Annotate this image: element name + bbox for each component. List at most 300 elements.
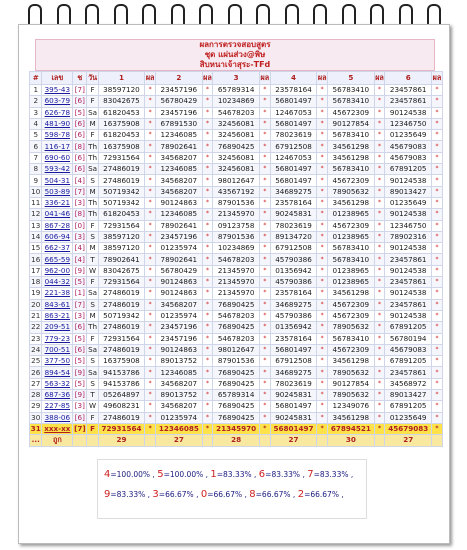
table-cell: 67894521 <box>328 423 374 434</box>
table-cell: 76890425 <box>213 141 259 152</box>
number-link[interactable]: 863-21 <box>42 310 73 321</box>
table-cell: 30 <box>31 412 41 422</box>
table-row <box>30 390 443 401</box>
table-cell: * <box>374 333 385 344</box>
table-cell: 90124538 <box>385 175 431 186</box>
table-cell: 78023619 <box>270 130 316 141</box>
table-cell: 12467053 <box>270 107 316 118</box>
table-cell: 76890425 <box>213 401 259 412</box>
number-link[interactable]: 894-54 <box>42 367 73 378</box>
table-row <box>30 85 443 96</box>
table-cell: 89013752 <box>156 390 202 401</box>
number-link[interactable]: 626-78 <box>42 107 73 118</box>
table-cell: * <box>374 209 385 220</box>
table-cell: * <box>145 265 156 276</box>
table-cell: [8] <box>73 141 87 152</box>
table-cell: S <box>87 378 98 389</box>
table-cell: * <box>145 254 156 265</box>
table-cell: 23578164 <box>270 288 316 299</box>
table-cell: 45679083 <box>385 344 431 355</box>
table-cell: 76890425 <box>213 412 259 423</box>
footer-cell: ... <box>30 435 42 446</box>
table-cell: 78902641 <box>98 254 144 265</box>
table-cell: 2 <box>30 96 42 107</box>
footer-cell <box>202 435 213 446</box>
table-cell: 78023619 <box>270 378 316 389</box>
table-cell: M <box>87 186 98 197</box>
table-cell: Sa <box>88 164 98 174</box>
table-cell: 12346085 <box>156 367 202 378</box>
stat-digit: 4 <box>104 469 111 480</box>
table-cell: 21 <box>31 311 41 321</box>
footer-cell <box>87 435 98 446</box>
table-cell: 54678203 <box>213 310 259 321</box>
table-cell: * <box>202 96 213 107</box>
table-cell: 27486019 <box>98 288 144 299</box>
table-cell: * <box>145 322 156 333</box>
table-cell: * <box>374 288 385 299</box>
number-link[interactable]: 395-43 <box>42 85 73 96</box>
table-cell: [6] <box>73 96 87 107</box>
number-link[interactable]: 606-94 <box>42 231 73 242</box>
number-link[interactable]: 962-00 <box>42 265 73 276</box>
table-cell: 72931564 <box>98 220 144 231</box>
table-row <box>30 378 443 389</box>
separator: , <box>338 490 344 499</box>
table-cell: * <box>259 85 270 96</box>
table-cell: F <box>87 423 98 434</box>
number-link[interactable]: 779-23 <box>42 333 73 344</box>
stat-percent: =83.33% <box>265 470 301 479</box>
table-cell: [9] <box>73 265 87 276</box>
stat-percent: =100.00% <box>163 470 204 479</box>
table-cell: * <box>202 265 213 276</box>
stat-digit: 2 <box>297 489 305 500</box>
table-cell: 90124863 <box>156 277 202 288</box>
table-row <box>30 367 443 378</box>
table-cell: * <box>431 367 442 378</box>
table-cell: * <box>259 209 270 220</box>
table-cell: * <box>259 310 270 321</box>
table-cell: * <box>374 186 385 197</box>
table-cell: * <box>259 231 270 242</box>
header-cell: ผล <box>202 72 213 85</box>
table-cell: * <box>374 265 385 276</box>
table-cell: 01235649 <box>385 130 431 141</box>
table-row <box>30 401 443 412</box>
table-cell: * <box>374 310 385 321</box>
table-cell: * <box>202 378 213 389</box>
table-cell: * <box>202 333 213 344</box>
table-cell: * <box>202 288 213 299</box>
stat-digit: 8 <box>249 489 256 500</box>
table-cell: * <box>374 356 385 367</box>
table-cell: * <box>431 299 442 310</box>
table-cell: [7] <box>73 85 87 96</box>
table-cell: 78902641 <box>156 220 202 231</box>
table-row <box>30 243 443 254</box>
header-cell: 4 <box>270 72 316 85</box>
table-row <box>30 141 443 152</box>
table-cell: * <box>317 130 328 141</box>
table-cell: * <box>431 175 442 186</box>
table-cell: 21345970 <box>213 423 259 434</box>
table-cell: 27486019 <box>98 164 144 175</box>
table-cell: [6] <box>73 412 87 423</box>
table-cell: * <box>374 367 385 378</box>
table-cell: 23457196 <box>156 333 202 344</box>
table-cell: * <box>202 310 213 321</box>
table-cell: 34689275 <box>270 299 316 310</box>
table-cell: 21345970 <box>213 288 259 299</box>
table-cell: S <box>87 175 98 186</box>
number-link[interactable]: xxx-xx <box>42 423 73 434</box>
table-cell: * <box>374 107 385 118</box>
table-cell: * <box>259 220 270 231</box>
table-cell: * <box>317 265 328 276</box>
table-cell: 34561298 <box>328 356 374 367</box>
table-cell: 61820453 <box>98 130 144 141</box>
table-header-row <box>30 72 443 85</box>
table-cell: 94153786 <box>98 367 144 378</box>
table-cell: 34561298 <box>328 412 374 423</box>
number-link[interactable]: 116-17 <box>42 141 73 152</box>
stat-digit: 1 <box>210 469 217 480</box>
table-cell: * <box>374 85 385 96</box>
table-cell: * <box>317 322 328 333</box>
table-cell: * <box>259 243 270 254</box>
table-row <box>30 333 443 344</box>
number-link[interactable]: 209-51 <box>42 322 73 333</box>
table-cell: 90124863 <box>156 288 202 299</box>
table-cell: 34568207 <box>156 175 202 186</box>
table-cell: 12 <box>31 209 41 219</box>
header-cell: 2 <box>156 72 202 85</box>
table-cell: 49608231 <box>98 401 144 412</box>
table-cell: * <box>374 322 385 333</box>
table-cell: * <box>431 152 442 163</box>
table-cell: 72931564 <box>98 333 144 344</box>
table-cell: 90124538 <box>385 107 431 118</box>
number-link[interactable]: 662-37 <box>42 243 73 254</box>
table-cell: [3] <box>73 197 87 208</box>
table-cell: 78902641 <box>156 254 202 265</box>
number-link[interactable]: 388-06 <box>42 412 73 423</box>
table-cell: 56780429 <box>156 96 202 107</box>
table-cell: * <box>259 141 270 152</box>
table-cell: 34568972 <box>385 378 431 389</box>
table-cell: 12346085 <box>156 164 202 175</box>
table-cell: [3] <box>73 231 87 242</box>
table-cell: W <box>87 265 98 276</box>
table-cell: * <box>374 141 385 152</box>
table-cell: * <box>145 209 156 220</box>
separator: , <box>290 490 298 499</box>
table-cell: * <box>431 288 442 299</box>
table-cell: * <box>431 254 442 265</box>
number-link[interactable]: 687-36 <box>42 390 73 401</box>
table-cell: 56783410 <box>328 333 374 344</box>
table-cell: 3 <box>30 107 42 118</box>
table-cell: 18 <box>31 277 41 287</box>
table-row <box>30 118 443 129</box>
table-cell: [5] <box>73 378 87 389</box>
number-link[interactable]: 041-46 <box>42 209 73 220</box>
table-cell: * <box>145 118 156 129</box>
table-cell: * <box>374 220 385 231</box>
table-row <box>30 220 443 231</box>
table-cell: * <box>431 85 442 96</box>
table-cell: 23578164 <box>270 333 316 344</box>
table-cell: 23 <box>31 333 41 343</box>
table-cell: 16375908 <box>98 118 144 129</box>
table-cell: 78902316 <box>385 231 431 242</box>
number-link[interactable]: 044-32 <box>42 277 73 288</box>
number-link[interactable]: 227-85 <box>42 401 73 412</box>
table-cell: 50719342 <box>98 310 144 321</box>
table-cell: 27486019 <box>98 344 144 355</box>
table-cell: * <box>317 209 328 220</box>
table-cell: * <box>431 96 442 107</box>
table-cell: * <box>145 175 156 186</box>
table-cell: * <box>317 243 328 254</box>
number-link[interactable]: 598-78 <box>42 130 73 141</box>
number-link[interactable]: 603-79 <box>42 96 73 107</box>
table-cell: S <box>87 299 98 310</box>
stats-line <box>104 469 360 480</box>
table-cell: 01356942 <box>270 322 316 333</box>
table-cell: 90124538 <box>385 209 431 220</box>
header-cell: ผล <box>259 72 270 85</box>
table-cell: [5] <box>73 356 87 367</box>
table-cell: 54678203 <box>213 333 259 344</box>
table-cell: 21345970 <box>213 209 259 220</box>
table-cell: * <box>374 175 385 186</box>
table-cell: * <box>259 175 270 186</box>
table-cell: 38597120 <box>98 85 144 96</box>
table-cell: * <box>145 390 156 401</box>
table-cell: * <box>317 85 328 96</box>
table-cell: 56783410 <box>328 96 374 107</box>
table-cell: 83042675 <box>98 265 144 276</box>
number-link[interactable]: 336-21 <box>42 197 73 208</box>
digit-stats <box>97 459 367 519</box>
table-cell: Th <box>88 322 98 332</box>
table-cell: 27 <box>31 378 41 388</box>
table-cell: * <box>317 277 328 288</box>
table-cell: * <box>145 85 156 96</box>
table-cell: 56801497 <box>270 96 316 107</box>
table-cell: 05264897 <box>98 390 144 401</box>
table-cell: * <box>317 231 328 242</box>
table-cell: 32456081 <box>213 118 259 129</box>
number-link[interactable]: 593-42 <box>42 164 73 175</box>
table-cell: M <box>87 118 98 129</box>
table-cell: 34568207 <box>156 299 202 310</box>
table-cell: 67891205 <box>385 356 431 367</box>
table-cell: 89013427 <box>385 390 431 401</box>
table-cell: * <box>431 390 442 401</box>
separator: , <box>150 470 158 479</box>
notebook-page <box>18 24 450 544</box>
number-link[interactable]: 503-89 <box>42 186 73 197</box>
header-cell: # <box>30 72 42 85</box>
table-cell: * <box>317 310 328 321</box>
table-cell: 65789314 <box>213 390 259 401</box>
table-cell: 5 <box>30 130 42 141</box>
table-cell: 45672309 <box>328 220 374 231</box>
table-cell: 90245831 <box>270 412 316 423</box>
table-cell: 76890425 <box>213 322 259 333</box>
table-cell: 90124538 <box>385 243 431 254</box>
table-cell: 34689275 <box>270 186 316 197</box>
table-cell: S <box>87 231 98 242</box>
separator: , <box>193 490 201 499</box>
header-cell: ช <box>73 72 87 85</box>
table-cell: 34561298 <box>328 197 374 208</box>
table-row <box>30 412 443 423</box>
table-cell: * <box>145 344 156 355</box>
table-cell: * <box>145 152 156 163</box>
table-cell: 45790386 <box>270 277 316 288</box>
table-row <box>30 265 443 276</box>
table-cell: 9 <box>30 175 42 186</box>
table-cell: * <box>259 423 270 434</box>
table-cell: 23457861 <box>385 96 431 107</box>
table-cell: * <box>202 299 213 310</box>
table-row <box>30 344 443 355</box>
table-cell: * <box>202 277 213 288</box>
table-cell: 23457861 <box>385 254 431 265</box>
table-cell: 67891530 <box>156 118 202 129</box>
table-cell: 12346750 <box>385 118 431 129</box>
number-link[interactable]: 690-60 <box>42 152 73 163</box>
table-cell: * <box>374 423 385 434</box>
stat-percent: =66.67% <box>207 490 243 499</box>
stat-digit: 9 <box>104 489 111 500</box>
table-cell: [7] <box>73 186 87 197</box>
table-cell: [6] <box>73 164 87 175</box>
table-cell: * <box>374 164 385 175</box>
table-cell: 34561298 <box>328 288 374 299</box>
number-link[interactable]: 563-32 <box>42 378 73 389</box>
table-cell: 90127854 <box>328 118 374 129</box>
table-cell: * <box>259 186 270 197</box>
table-cell: * <box>145 243 156 254</box>
number-link[interactable]: 867-28 <box>42 220 73 231</box>
table-cell: 10234869 <box>213 96 259 107</box>
table-cell: 16375908 <box>98 356 144 367</box>
separator: , <box>203 470 211 479</box>
table-cell: 90245831 <box>270 209 316 220</box>
header-cell: 6 <box>385 72 431 85</box>
table-cell: * <box>145 356 156 367</box>
table-cell: * <box>374 412 385 423</box>
table-cell: * <box>202 220 213 231</box>
table-cell: M <box>87 243 98 254</box>
title-line-1: ผลการตรวจสอบสูตร <box>199 40 271 49</box>
table-cell: 45679083 <box>385 141 431 152</box>
table-cell: 12346085 <box>156 423 202 434</box>
footer-cell <box>145 435 156 446</box>
table-cell: [6] <box>73 130 87 141</box>
table-cell: * <box>374 130 385 141</box>
table-cell: * <box>202 401 213 412</box>
table-cell: 19 <box>31 288 41 298</box>
table-cell: * <box>317 186 328 197</box>
stat-digit: 0 <box>200 489 208 500</box>
table-cell: 45679083 <box>385 152 431 163</box>
table-row <box>30 277 443 288</box>
table-cell: [8] <box>73 209 87 220</box>
table-cell: 29 <box>31 401 41 411</box>
table-cell: 20 <box>31 299 41 309</box>
table-cell: 61820453 <box>98 107 144 118</box>
table-cell: * <box>317 390 328 401</box>
table-cell: 34689275 <box>270 367 316 378</box>
table-cell: 26 <box>31 367 41 377</box>
table-cell: * <box>202 356 213 367</box>
table-cell: 32456081 <box>213 130 259 141</box>
table-cell: * <box>317 220 328 231</box>
table-row <box>30 130 443 141</box>
table-cell: * <box>259 197 270 208</box>
table-cell: 21345970 <box>213 265 259 276</box>
number-link[interactable]: 221-38 <box>42 288 73 299</box>
table-cell: * <box>145 423 156 434</box>
table-cell: * <box>202 85 213 96</box>
table-cell: 8 <box>30 164 42 175</box>
table-cell: * <box>202 243 213 254</box>
table-cell: * <box>259 333 270 344</box>
table-cell: 12349076 <box>328 401 374 412</box>
table-cell: 14 <box>31 232 41 241</box>
table-cell: 56783410 <box>328 254 374 265</box>
table-cell: 43567192 <box>213 186 259 197</box>
table-cell: * <box>202 107 213 118</box>
table-cell: 98012647 <box>213 344 259 355</box>
table-cell: * <box>317 367 328 378</box>
table-cell: 89013427 <box>385 186 431 197</box>
number-link[interactable]: 504-31 <box>42 175 73 186</box>
table-cell: [3] <box>73 401 87 412</box>
number-link[interactable]: 481-90 <box>42 118 73 129</box>
number-link[interactable]: 700-51 <box>42 344 73 355</box>
number-link[interactable]: 377-50 <box>42 356 73 367</box>
table-cell: 56801497 <box>270 175 316 186</box>
table-cell: * <box>431 356 442 367</box>
number-link[interactable]: 665-59 <box>42 254 73 265</box>
table-cell: 34561298 <box>328 141 374 152</box>
table-cell: 01235649 <box>385 412 431 423</box>
table-cell: F <box>87 220 98 231</box>
table-cell: * <box>259 277 270 288</box>
separator: , <box>348 470 354 479</box>
footer-cell: 27 <box>385 435 431 446</box>
table-cell: * <box>431 277 442 288</box>
number-link[interactable]: 843-61 <box>42 299 73 310</box>
table-cell: [5] <box>73 107 87 118</box>
table-cell: 90124863 <box>156 197 202 208</box>
table-cell: 78023619 <box>270 220 316 231</box>
table-cell: * <box>259 96 270 107</box>
separator: , <box>242 490 250 499</box>
stat-percent: =83.33% <box>313 470 349 479</box>
table-cell: 34568207 <box>156 401 202 412</box>
table-cell: 23457196 <box>156 107 202 118</box>
table-cell: 01235649 <box>385 197 431 208</box>
table-cell: F <box>87 333 98 344</box>
